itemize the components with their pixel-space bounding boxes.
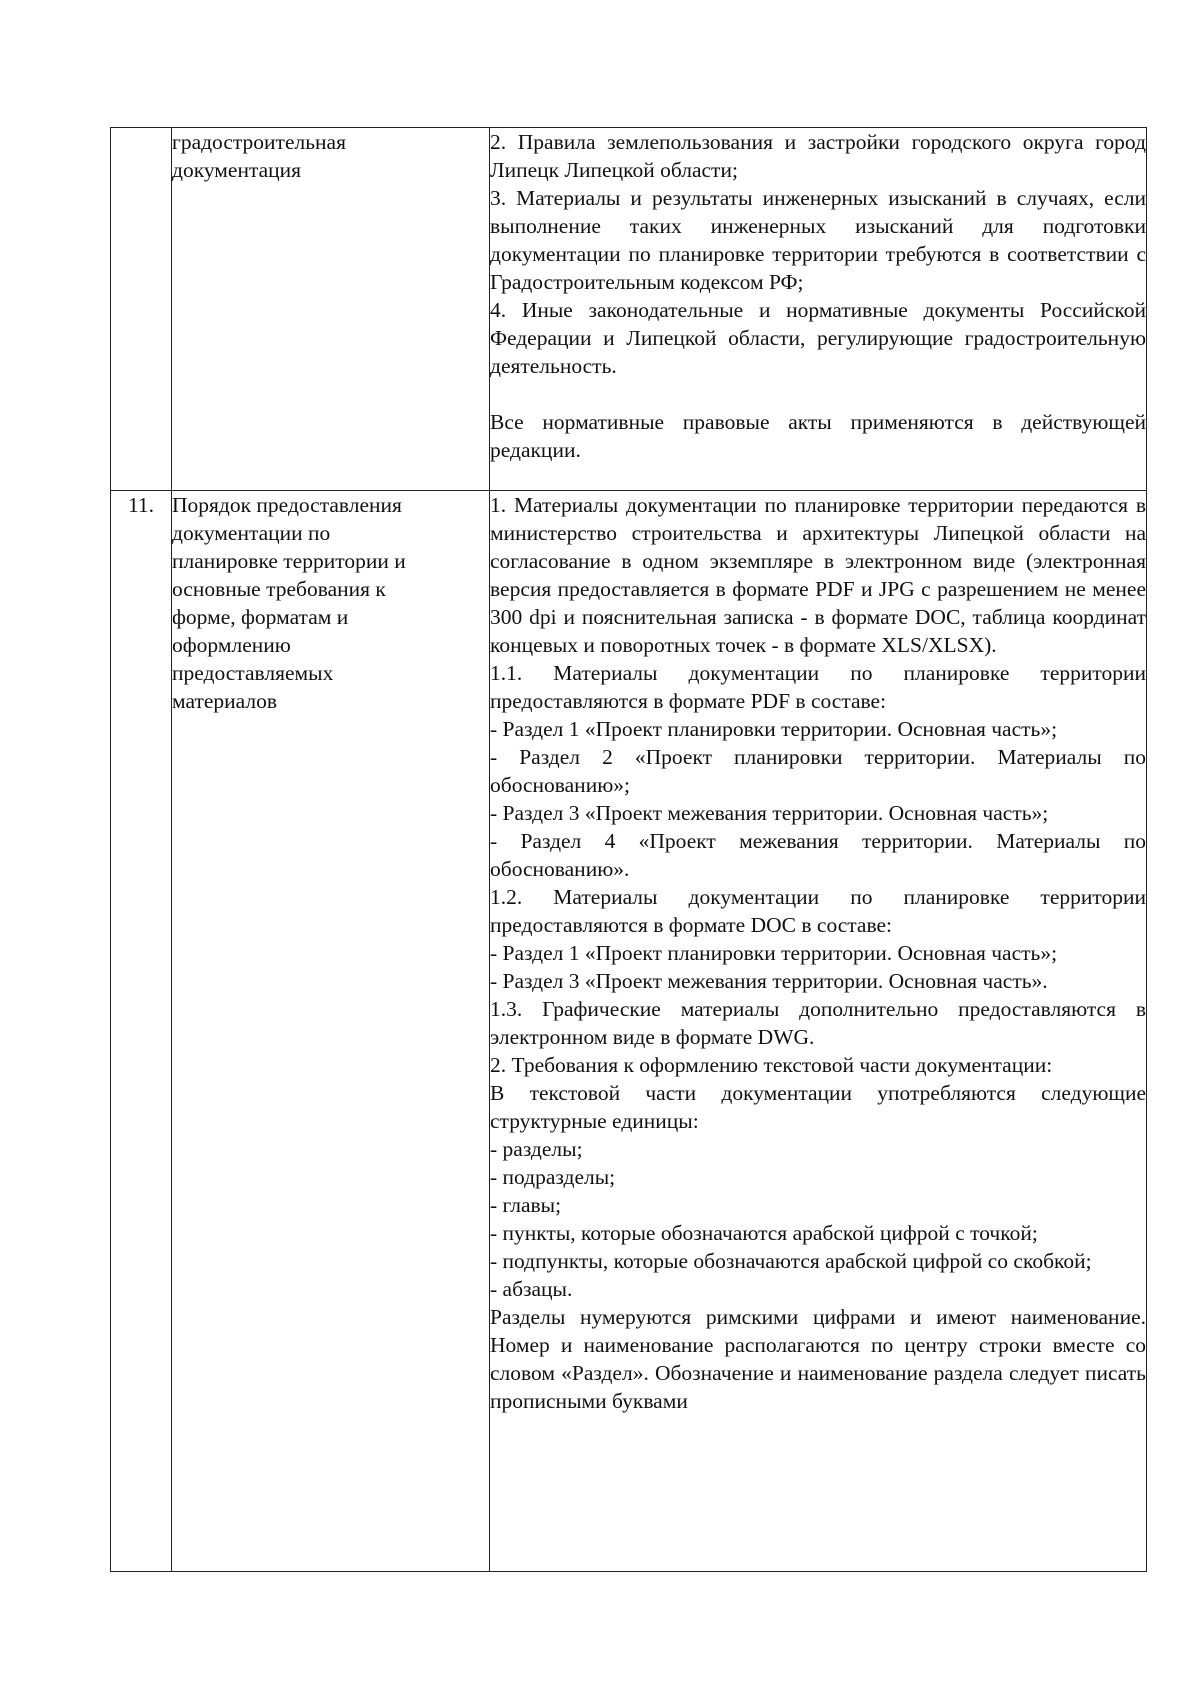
row-number — [111, 128, 172, 491]
paragraph: 1.2. Материалы документации по планировке территории предоставляются в формате DOC в составе: — [490, 885, 1146, 937]
paragraph: - Раздел 3 «Проект межевания территории. Основная часть»; — [490, 801, 1049, 825]
paragraph: - Раздел 1 «Проект планировки территории. Основная часть»; — [490, 941, 1058, 965]
paragraph: Разделы нумеруются римскими цифрами и имеют наименование. Номер и наименование располагаются по центру строки вместе со словом «Раздел». Обозначение и наименование раздела следует писать прописными буквами — [490, 1305, 1146, 1413]
paragraph: - пункты, которые обозначаются арабской цифрой с точкой; — [490, 1221, 1038, 1245]
requirements-table — [110, 127, 1147, 1572]
paragraph: 2. Требования к оформлению текстовой части документации: — [490, 1053, 1053, 1077]
paragraph: - подпункты, которые обозначаются арабской цифрой со скобкой; — [490, 1249, 1092, 1273]
paragraph: 1.1. Материалы документации по планировке территории предоставляются в формате PDF в составе: — [490, 661, 1146, 713]
paragraph: 1. Материалы документации по планировке территории передаются в министерство строительства и архитектуры Липецкой области на согласование в одном экземпляре в электронном виде (электронная версия предоставляется в формате PDF и JPG с разрешением не менее 300 dpi и пояснительная записка - в формате DOC, таблица координат концевых и поворотных точек - в формате XLS/XLSX). — [490, 493, 1146, 657]
row-name — [172, 128, 490, 491]
row-name-line: форме, форматам и — [172, 605, 349, 629]
paragraph: - Раздел 3 «Проект межевания территории. Основная часть». — [490, 969, 1048, 993]
row-name-line: основные требования к — [172, 577, 386, 601]
spacer — [490, 380, 1146, 408]
row-name-line: документация — [172, 158, 302, 182]
row-name-line: оформлению — [172, 633, 291, 657]
row-content — [490, 491, 1147, 1572]
row-name-line: Порядок предоставления — [172, 493, 402, 517]
table-row — [111, 128, 1147, 491]
paragraph: - Раздел 1 «Проект планировки территории. Основная часть»; — [490, 717, 1058, 741]
paragraph: - абзацы. — [490, 1277, 573, 1301]
paragraph: - Раздел 2 «Проект планировки территории. Материалы по обоснованию»; — [490, 745, 1146, 797]
paragraph: - Раздел 4 «Проект межевания территории. Материалы по обоснованию». — [490, 829, 1146, 881]
row-number: 11. — [111, 491, 172, 1572]
table-row — [111, 491, 1147, 1572]
row-name-line: материалов — [172, 689, 278, 713]
row-content — [490, 128, 1147, 491]
row-name-line: планировке территории и — [172, 549, 406, 573]
paragraph: - главы; — [490, 1193, 562, 1217]
paragraph: 4. Иные законодательные и нормативные документы Российской Федерации и Липецкой области, регулирующие градостроительную деятельность. — [490, 298, 1146, 378]
paragraph: В текстовой части документации употребляются следующие структурные единицы: — [490, 1081, 1146, 1133]
paragraph: 3. Материалы и результаты инженерных изысканий в случаях, если выполнение таких инженерных изысканий для подготовки документации по планировке территории требуются в соответствии с Градостроительным кодексом РФ; — [490, 186, 1146, 294]
paragraph: Все нормативные правовые акты применяются в действующей редакции. — [490, 410, 1146, 462]
paragraph: - подразделы; — [490, 1165, 616, 1189]
paragraph: 1.3. Графические материалы дополнительно предоставляются в электронном виде в формате DWG. — [490, 997, 1146, 1049]
row-name-line: градостроительная — [172, 130, 346, 154]
paragraph: - разделы; — [490, 1137, 583, 1161]
paragraph: 2. Правила землепользования и застройки городского округа город Липецк Липецкой области; — [490, 130, 1146, 182]
row-name-line: документации по — [172, 521, 331, 545]
row-name-line: предоставляемых — [172, 661, 334, 685]
row-name — [172, 491, 490, 1572]
